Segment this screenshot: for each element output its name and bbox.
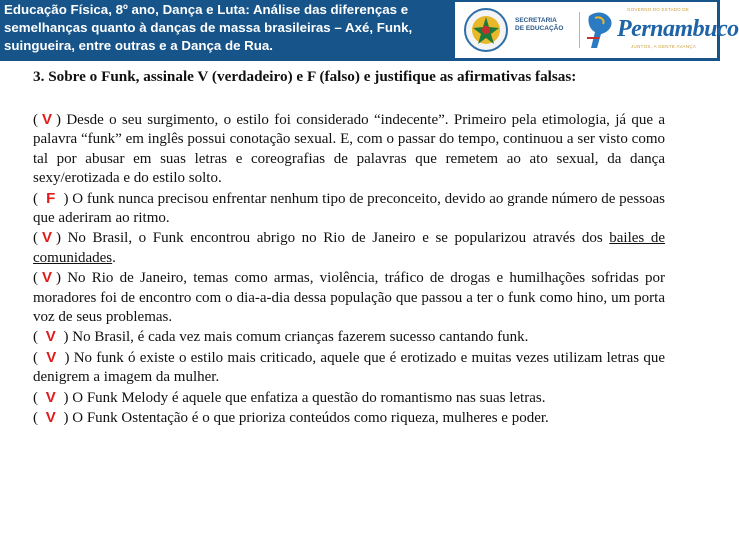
- statement-text: Desde o seu surgimento, o estilo foi considerado “indecente”. Primeiro pela etimologia, já que a palavra “funk” em inglês possui conotação sexual. E, com o passar do tempo, continuou a ser visto como tal por abusar em suas letras e coreografias de palavras que remetem ao ato sexual, da dança sexy/erotizada e do estilo solto.: [33, 112, 665, 187]
- answer-mark: F: [46, 189, 56, 207]
- question-text: 3. Sobre o Funk, assinale V (verdadeiro) e F (falso) e justifique as afirmativas falsas:: [33, 68, 577, 85]
- state-seal-icon: [463, 7, 509, 53]
- answer-mark: V: [45, 409, 56, 427]
- statement-text: No Brasil, é cada vez mais comum crianças fazerem sucesso cantando funk.: [72, 329, 529, 346]
- statement-text: No Brasil, o Funk encontrou abrigo no Rio de Janeiro e se popularizou através dos: [67, 230, 603, 247]
- statement-text: O Funk Ostentação é o que prioriza conteúdos como riqueza, mulheres e poder.: [72, 410, 549, 427]
- statement-text: O Funk Melody é aquele que enfatiza a questão do romantismo nas suas letras.: [72, 389, 546, 406]
- statement-text: No Rio de Janeiro, temas como armas, violência, tráfico de drogas e humilhações sofridas por moradores foi de encontro com o dia-a-dia dessa população que passou a ter o funk como hino, um porta voz de seus problemas.: [33, 270, 666, 326]
- underlined-text: bailes de comunidades: [33, 230, 666, 266]
- statement-2: ( F ) O funk nunca precisou enfrentar nenhum tipo de preconceito, devido ao grande número de pessoas que aderiram ao ritmo.: [33, 189, 665, 227]
- header-bar: [0, 0, 739, 61]
- statement-8: ( V ) O Funk Ostentação é o que prioriza conteúdos como riqueza, mulheres e poder.: [33, 409, 549, 427]
- statement-4: ( V ) No Rio de Janeiro, temas como armas, violência, tráfico de drogas e humilhações sofridas por moradores foi de encontro com o dia-a-dia dessa população que passou a ter o funk como hino, um porta voz de seus problemas.: [33, 269, 666, 326]
- brand-tagline: JUNTOS, A GENTE AVANÇA: [631, 44, 697, 49]
- statement-7: ( V ) O Funk Melody é aquele que enfatiza a questão do romantismo nas suas letras.: [33, 388, 546, 406]
- brand-name: Pernambuco: [617, 16, 739, 42]
- answer-mark: V: [41, 111, 52, 128]
- statement-5: ( V ) No Brasil, é cada vez mais comum crianças fazerem sucesso cantando funk.: [33, 328, 529, 346]
- answer-mark: V: [45, 388, 56, 406]
- answer-mark: V: [41, 229, 52, 247]
- header-title: Educação Física, 8º ano, Dança e Luta: Análise das diferenças e semelhanças quanto à danças de massa brasileiras – Axé, Funk, suingueira, entre outras e a Dança de Rua.: [4, 2, 413, 53]
- statement-3: ( V ) No Brasil, o Funk encontrou abrigo no Rio de Janeiro e se popularizou através dos bailes de comunidades.: [33, 229, 666, 266]
- statement-text: O funk nunca precisou enfrentar nenhum tipo de preconceito, devido ao grande número de pessoas que aderiram ao ritmo.: [33, 190, 665, 227]
- logo-divider: [579, 12, 580, 48]
- statement-1: ( V ) Desde o seu surgimento, o estilo foi considerado “indecente”. Primeiro pela etimologia, já que a palavra “funk” em inglês possui conotação sexual. E, com o passar do tempo, continuou a ser visto como tal por abusar em suas letras e coreografias de palavras que remetem ao ato sexual, da dança sexy/erotizada e do estilo solto.: [33, 111, 665, 187]
- statement-end: .: [112, 249, 116, 266]
- secretaria-label: SECRETARIA DE EDUCAÇÃO: [515, 17, 564, 32]
- worksheet-content: [33, 67, 665, 429]
- government-logo: [455, 2, 739, 58]
- statement-6: ( V ) No funk ó existe o estilo mais criticado, aquele que é erotizado e muitas vezes utilizam letras que denigrem a imagem da mulher.: [33, 348, 666, 386]
- answer-mark: V: [41, 269, 52, 287]
- answer-mark: V: [46, 348, 57, 366]
- brand-top: GOVERNO DO ESTADO DE: [627, 7, 689, 12]
- answer-mark: V: [45, 328, 56, 346]
- statement-text: No funk ó existe o estilo mais criticado, aquele que é erotizado e muitas vezes utilizam letras que denigrem a imagem da mulher.: [33, 349, 666, 386]
